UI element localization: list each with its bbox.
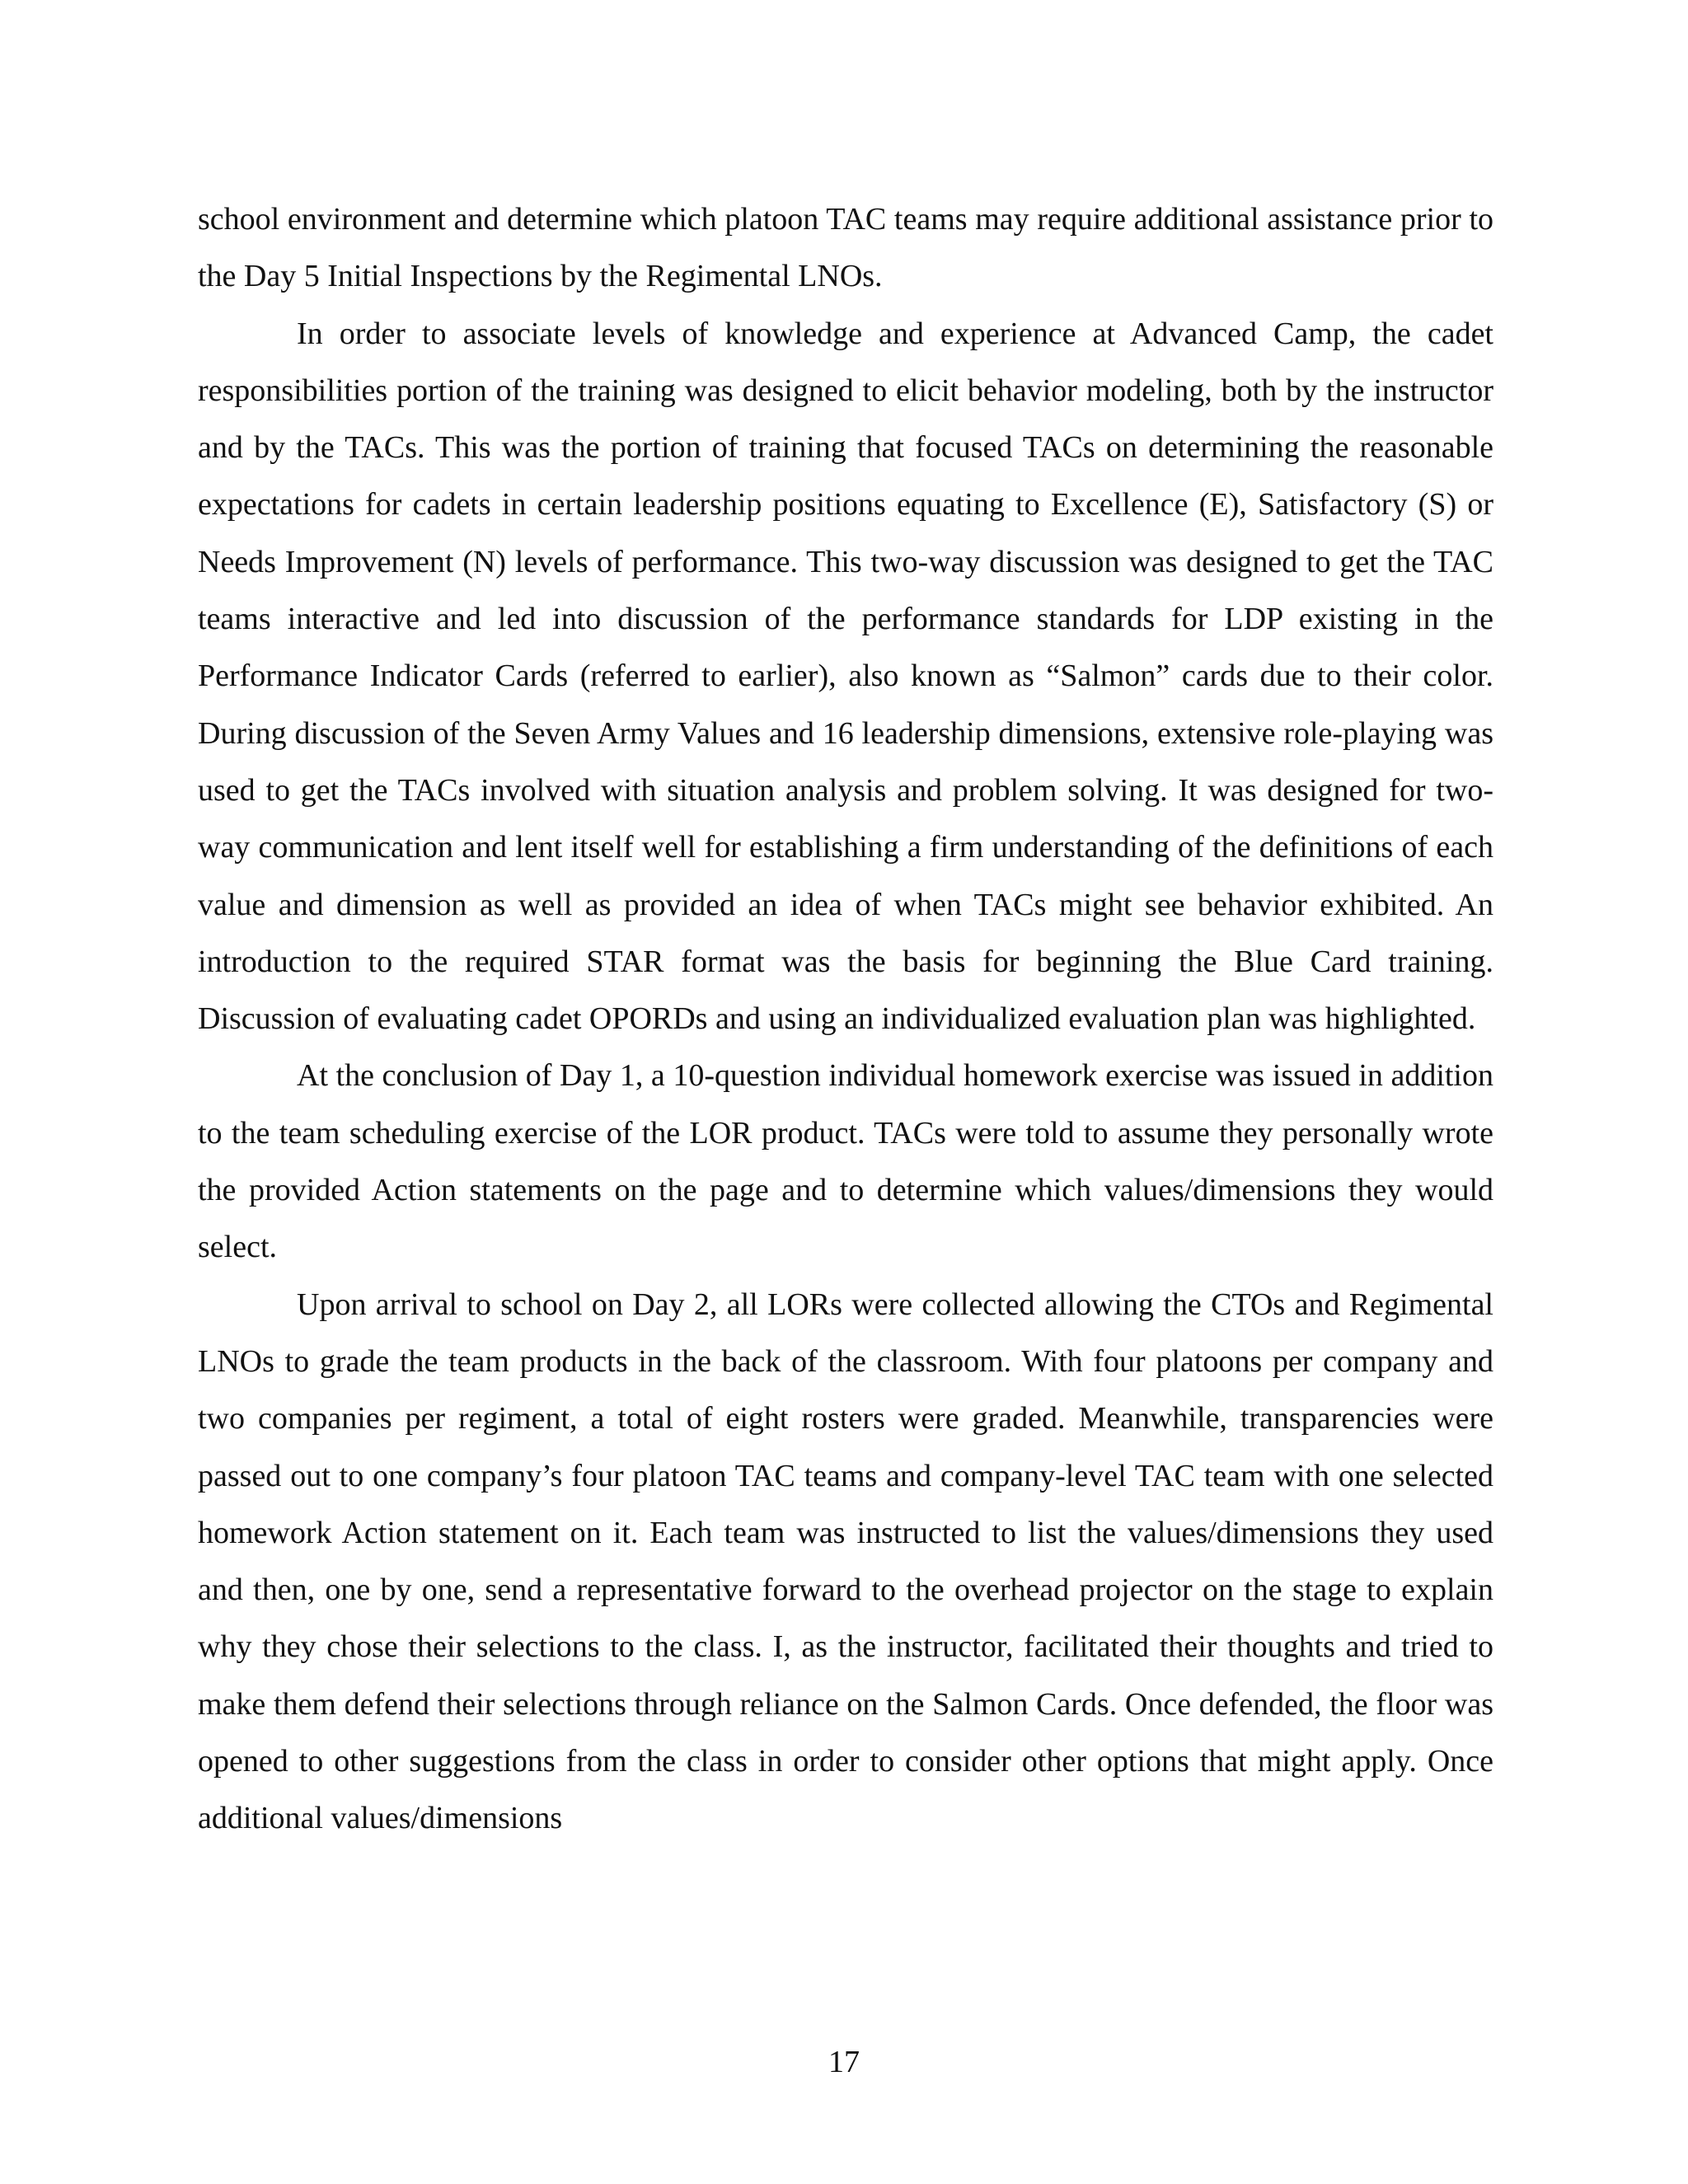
page-number: 17 (828, 2045, 860, 2079)
paragraph-continuation: school environment and determine which platoon TAC teams may require additional assistance prior to the Day 5 Initial Inspections by the Regimental LNOs. (198, 202, 1493, 294)
paragraph-day-2-review: Upon arrival to school on Day 2, all LORs were collected allowing the CTOs and Regimental LNOs to grade the team products in the back of the classroom. With four platoons per company and two companies per regiment, a total of eight rosters were graded. Meanwhile, transparencies were passed out to one company’s four platoon TAC teams and company-level TAC team with one selected homework Action statement on it. Each team was instructed to list the values/dimensions they used and then, one by one, send a representative forward to the overhead projector on the stage to explain why they chose their selections to the class. I, as the instructor, facilitated their thoughts and tried to make them defend their selections through reliance on the Salmon Cards. Once defended, the floor was opened to other suggestions from the class in order to consider other options that might apply. Once additional values/dimensions (198, 1286, 1493, 1836)
body-text (198, 191, 1493, 1848)
paragraph-day-1-homework: At the conclusion of Day 1, a 10-question individual homework exercise was issued in addition to the team scheduling exercise of the LOR product. TACs were told to assume they personally wrote the provided Action statements on the page and to determine which values/dimensions they would select. (198, 1058, 1493, 1265)
paragraph-cadet-responsibilities: In order to associate levels of knowledge and experience at Advanced Camp, the cadet responsibilities portion of the training was designed to elicit behavior modeling, both by the instructor and by the TACs. This was the portion of training that focused TACs on determining the reasonable expectations for cadets in certain leadership positions equating to Excellence (E), Satisfactory (S) or Needs Improvement (N) levels of performance. This two-way discussion was designed to get the TAC teams interactive and led into discussion of the performance standards for LDP existing in the Performance Indicator Cards (referred to earlier), also known as “Salmon” cards due to their color. During discussion of the Seven Army Values and 16 leadership dimensions, extensive role-playing was used to get the TACs involved with situation analysis and problem solving. It was designed for two-way communication and lent itself well for establishing a firm understanding of the definitions of each value and dimension as well as provided an idea of when TACs might see behavior exhibited. An introduction to the required STAR format was the basis for beginning the Blue Card training. Discussion of evaluating cadet OPORDs and using an individualized evaluation plan was highlighted. (198, 316, 1493, 1037)
